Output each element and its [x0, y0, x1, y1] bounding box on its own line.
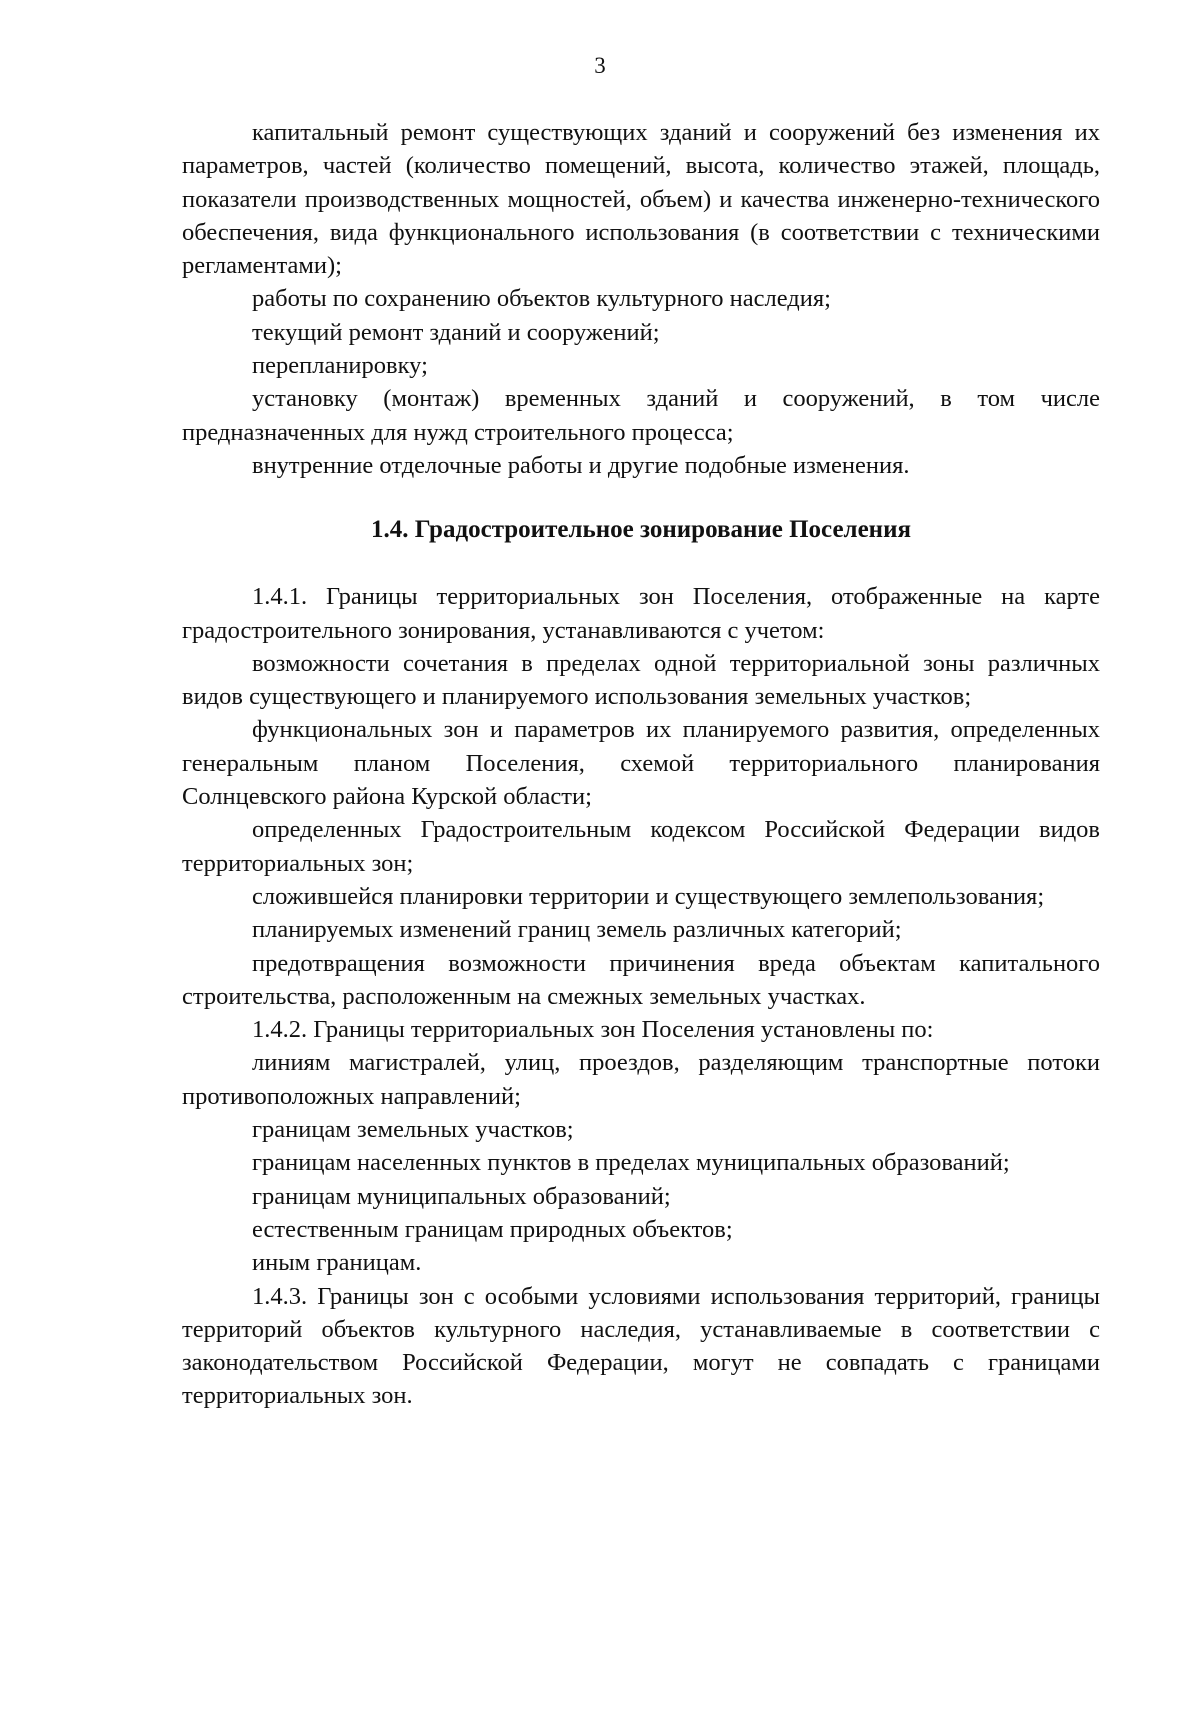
page-number: 3 [594, 53, 606, 78]
paragraph-capital-repair: капитальный ремонт существующих зданий и сооружений без изменения их параметров, частей (количество помещений, высота, количество этажей, площадь, показатели производственных мощностей, объем) и качества инженерно-технического обеспечения, вида функционального использования (в соответствии с техническими регламентами); [182, 119, 1100, 280]
list-item: планируемых изменений границ земель различных категорий; [252, 916, 902, 944]
paragraph-1-4-1: 1.4.1. Границы территориальных зон Поселения, отображенные на карте градостроительного зонирования, устанавливаются с учетом: [182, 583, 1100, 644]
list-item: предотвращения возможности причинения вреда объектам капитального строительства, расположенным на смежных земельных участках. [182, 949, 1100, 1010]
paragraph-current-repair: текущий ремонт зданий и сооружений; [252, 318, 660, 346]
list-item: естественным границам природных объектов; [252, 1215, 733, 1243]
list-item: иным границам. [252, 1249, 422, 1277]
paragraph-1-4-3: 1.4.3. Границы зон с особыми условиями использования территорий, границы территорий объектов культурного наследия, устанавливаемые в соответствии с законодательством Российской Федерации, могут не совпадать с границами территориальных зон. [182, 1282, 1100, 1410]
paragraph-heritage-works: работы по сохранению объектов культурного наследия; [252, 285, 831, 313]
list-item: границам населенных пунктов в пределах муниципальных образований; [252, 1149, 1010, 1177]
list-item: возможности сочетания в пределах одной территориальной зоны различных видов существующего и планируемого использования земельных участков; [182, 649, 1100, 711]
list-item: границам земельных участков; [252, 1116, 574, 1144]
paragraph-temporary-buildings: установку (монтаж) временных зданий и сооружений, в том числе предназначенных для нужд строительного процесса; [182, 385, 1100, 446]
paragraph-finishing-works: внутренние отделочные работы и другие подобные изменения. [252, 451, 910, 479]
list-item: линиям магистралей, улиц, проездов, разделяющим транспортные потоки противоположных направлений; [182, 1049, 1100, 1110]
section-title: 1.4. Градостроительное зонирование Поселения [370, 516, 912, 544]
list-item: границам муниципальных образований; [252, 1182, 671, 1210]
list-item: функциональных зон и параметров их планируемого развития, определенных генеральным планом Поселения, схемой территориального планирования Солнцевского района Курской области; [182, 716, 1100, 811]
paragraph-1-4-2: 1.4.2. Границы территориальных зон Поселения установлены по: [252, 1016, 934, 1044]
list-item: определенных Градостроительным кодексом Российской Федерации видов территориальных зон; [182, 816, 1100, 877]
document-body [182, 116, 1100, 1413]
list-item: сложившейся планировки территории и существующего землепользования; [252, 882, 1045, 910]
paragraph-replanning: перепланировку; [252, 352, 428, 380]
